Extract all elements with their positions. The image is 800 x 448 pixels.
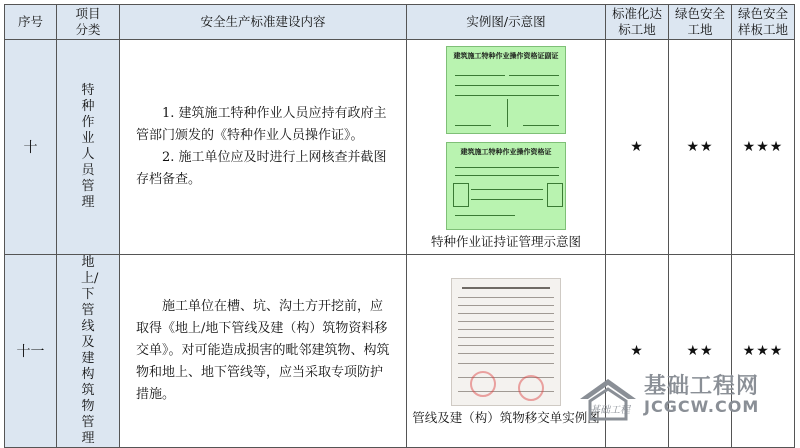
content-paragraph: 2. 施工单位应及时进行上网核查并截图存档备查。 xyxy=(136,150,387,187)
row-seq: 十 xyxy=(5,40,57,255)
header-row xyxy=(5,5,795,40)
row-category: 地上/下管线及建构筑物管理 xyxy=(57,255,120,448)
model-rating: ★★★ xyxy=(732,40,795,255)
content-paragraph: 施工单位在槽、坑、沟土方开挖前，应取得《地上/地下管线及建（构）筑物资料移交单》。对可能造成损害的毗邻建筑物、构筑物和地上、地下管线等，应当采取专项防护措施。 xyxy=(136,299,390,402)
content-paragraph: 1. 建筑施工特种作业人员应持有政府主管部门颁发的《特种作业人员操作证》。 xyxy=(136,106,387,143)
watermark-domain: JCGCW.COM xyxy=(644,397,760,416)
header-example: 实例图/示意图 xyxy=(407,5,606,40)
certificate-copy-image: 建筑施工特种作业操作资格证副证 xyxy=(446,46,566,134)
site-watermark xyxy=(572,367,792,425)
table-row xyxy=(5,40,795,255)
watermark-signature: 基础工程 xyxy=(590,405,630,416)
row-content xyxy=(120,40,407,255)
model-rating: ★★★ xyxy=(732,255,795,448)
header-category: 项目分类 xyxy=(57,5,120,40)
green-rating: ★★ xyxy=(669,40,732,255)
standard-rating: ★ xyxy=(606,40,669,255)
standard-rating: ★ xyxy=(606,255,669,448)
transfer-form-image xyxy=(451,278,561,406)
certificate-image: 建筑施工特种作业操作资格证 xyxy=(446,142,566,230)
green-rating: ★★ xyxy=(669,255,732,448)
image-caption: 特种作业证持证管理示意图 xyxy=(430,234,581,249)
header-standard: 标准化达标工地 xyxy=(606,5,669,40)
watermark-name: 基础工程网 xyxy=(644,374,760,399)
header-seq: 序号 xyxy=(5,5,57,40)
image-caption: 管线及建（构）筑物移交单实例图 xyxy=(412,410,600,425)
row-seq: 十一 xyxy=(5,255,57,448)
row-category: 特种作业人员管理 xyxy=(57,40,120,255)
header-content: 安全生产标准建设内容 xyxy=(120,5,407,40)
row-content xyxy=(120,255,407,448)
header-green: 绿色安全工地 xyxy=(669,5,732,40)
example-image-cell xyxy=(407,40,606,255)
header-model: 绿色安全样板工地 xyxy=(732,5,795,40)
